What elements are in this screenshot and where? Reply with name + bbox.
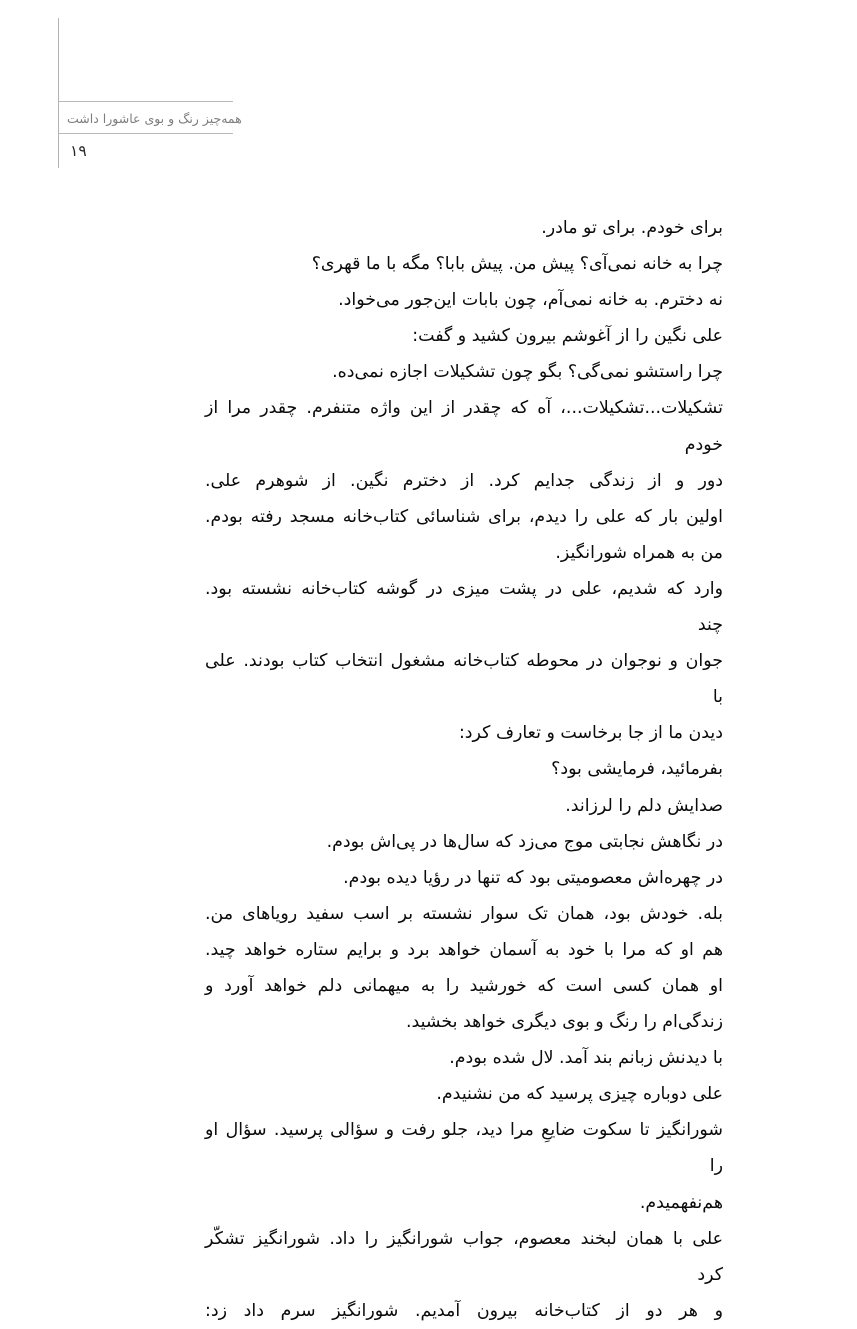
body-line: زندگی‌ام را رنگ و بوی دیگری خواهد بخشید. [405,1012,723,1033]
body-line: دیدن ما از جا برخاست و تعارف کرد: [458,723,723,744]
body-line: علی با همان لبخند معصوم، جواب شورانگیز را داد. شورانگیز تشکّر کرد [205,1228,723,1285]
body-line: با دیدنش زبانم بند آمد. لال شده بودم. [449,1048,723,1069]
body-line: هم او که مرا با خود به آسمان خواهد برد و برایم ستاره خواهد چید. [205,939,723,960]
body-line: اولین بار که علی را دیدم، برای شناسائی کتاب‌خانه مسجد رفته بودم. [205,506,723,527]
body-line: در نگاهش نجابتی موج می‌زد که سال‌ها در پی‌اش بودم. [326,831,723,852]
header-vertical-rule [58,18,59,168]
body-line: من به همراه شورانگیز. [555,542,723,563]
body-line: هم‌نفهمیدم. [639,1192,723,1213]
body-text-column [205,210,723,1329]
body-line: دور و از زندگی جدایم کرد. از دخترم نگین. از شوهرم علی. [205,470,723,491]
body-line: چرا به خانه نمی‌آی؟ پیش من. پیش بابا؟ مگه با ما قهری؟ [311,254,723,275]
body-line: بله. خودش بود، همان تک سوار نشسته بر اسب سفید رویاهای من. [205,903,723,924]
body-line: شورانگیز تا سکوت ضایعِ مرا دید، جلو رفت و سؤالی پرسید. سؤال او را [205,1120,723,1177]
body-line: علی نگین را از آغوشم بیرون کشید و گفت: [412,326,723,347]
body-line: او همان کسی است که خورشید را به میهمانی دلم خواهد آورد و [205,975,723,996]
header-rule-bottom [58,133,233,134]
body-line: تشکیلات...تشکیلات...، آه که چقدر از این واژه متنفرم. چقدر مرا از خودم [205,398,723,455]
body-line: در چهره‌اش معصومیتی بود که تنها در رؤیا دیده بودم. [343,867,723,888]
body-line: نه دخترم. به خانه نمی‌آم، چون بابات این‌جور می‌خواد. [338,290,723,311]
body-line: صدایش دلم را لرزاند. [565,795,723,816]
body-line: بفرمائید، فرمایشی بود؟ [551,759,723,780]
running-head: همه‌چیز رنگ و بوی عاشورا داشت [67,111,242,126]
body-line: و هر دو از کتاب‌خانه بیرون آمدیم. شورانگیز سرم داد زد: [205,1300,723,1321]
body-line: علی دوباره چیزی پرسید که من نشنیدم. [436,1084,723,1105]
page-header-block [58,18,242,168]
body-line: برای خودم. برای تو مادر. [541,218,723,238]
body-line: وارد که شدیم، علی در پشت میزی در گوشه کتاب‌خانه نشسته بود. چند [205,578,723,636]
header-rule-top [58,101,233,102]
body-line: چرا راستشو نمی‌گی؟ بگو چون تشکیلات اجازه نمی‌ده. [332,362,723,383]
body-line: جوان و نوجوان در محوطه کتاب‌خانه مشغول انتخاب کتاب بودند. علی با [205,651,723,708]
page-number: ۱۹ [70,142,87,160]
